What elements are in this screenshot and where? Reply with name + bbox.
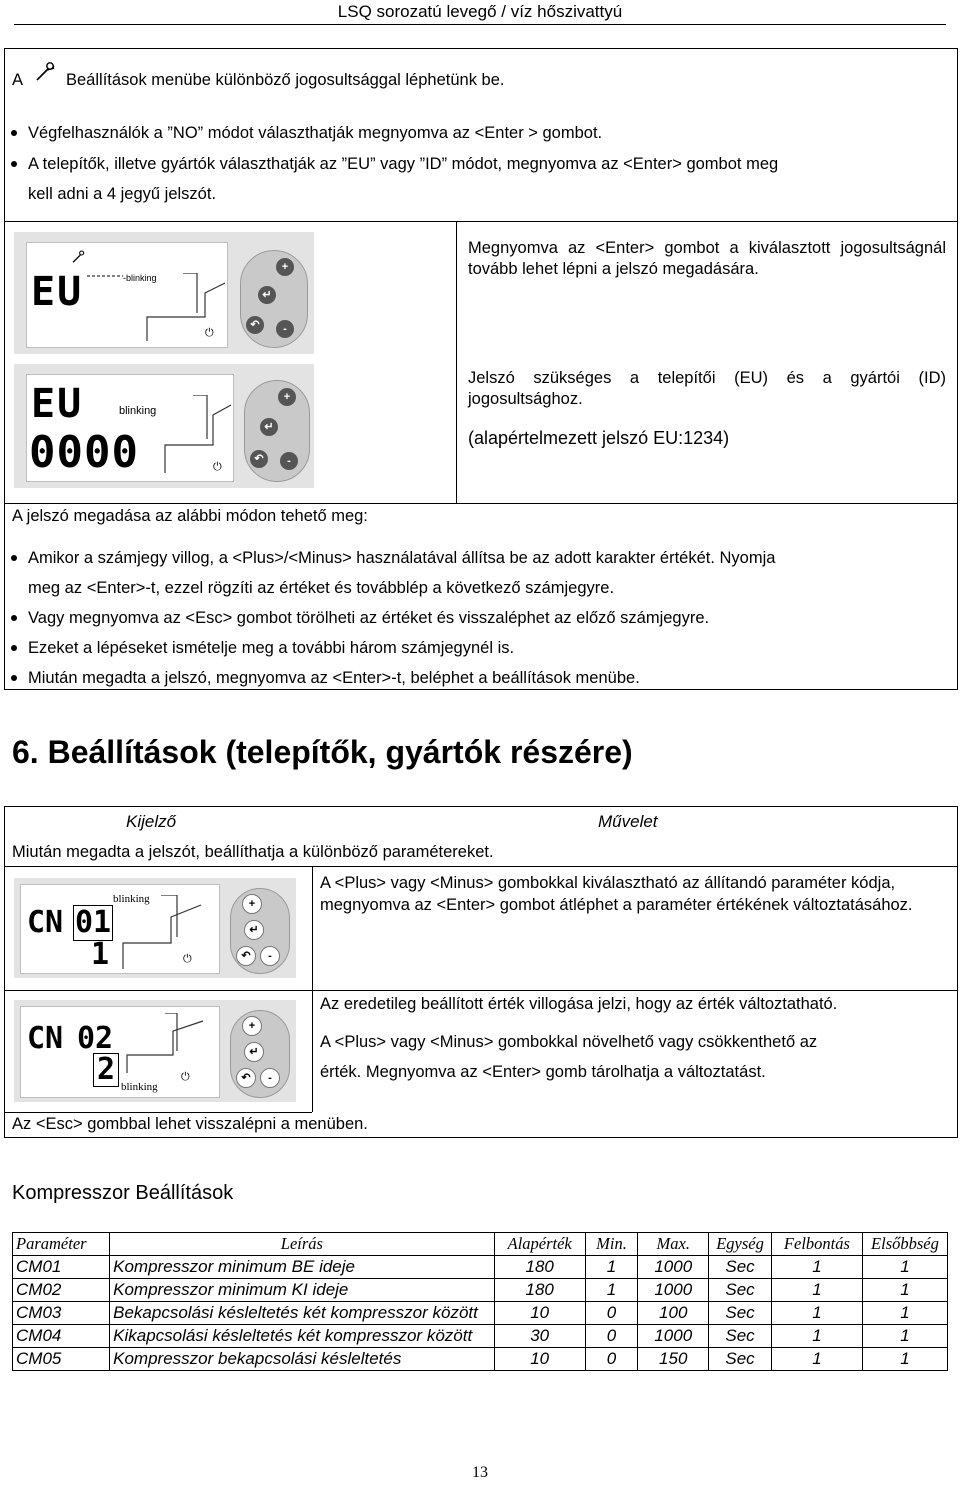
table-row: [13, 1302, 948, 1325]
esc-note: Az <Esc> gombbal lehet visszalépni a menüben.: [12, 1115, 368, 1133]
cell-default: 10: [494, 1348, 585, 1371]
lcd-code: CN: [27, 905, 64, 940]
cell-description: Kikapcsolási késleltetés két kompresszor között: [110, 1325, 495, 1348]
note-enter: Megnyomva az <Enter> gombot a kiválasztott jogosultságnál tovább lehet lépni a jelszó megadására.: [468, 239, 946, 278]
desc-select-param: A <Plus> vagy <Minus> gombokkal kiválasztható az állítandó paraméter kódja, megnyomva az <Enter> gombot átléphet a paraméter értékének változtatásához.: [320, 874, 913, 914]
enter-button[interactable]: ↵: [260, 418, 278, 436]
settings-hrule-1: [4, 866, 958, 867]
how-bullet-2: Vagy megnyomva az <Esc> gombot törölheti az értéket és visszaléphet az előző számjegyre.: [28, 609, 710, 627]
cell-resolution: 1: [771, 1279, 862, 1302]
plus-button[interactable]: +: [278, 388, 296, 406]
cell-min: 1: [585, 1279, 638, 1302]
esc-button[interactable]: ↶: [246, 316, 264, 334]
wrench-icon: [71, 249, 87, 270]
how-bullet-3: Ezeket a lépéseket ismételje meg a további három számjegynél is.: [28, 639, 515, 657]
table-row: [13, 1256, 948, 1279]
page-header: LSQ sorozatú levegő / víz hőszivattyú: [337, 2, 623, 21]
page-number: 13: [472, 1464, 488, 1481]
plus-button[interactable]: +: [242, 1016, 262, 1036]
table-header-row: [13, 1233, 948, 1256]
lcd-param-number: 01: [75, 905, 112, 940]
cell-description: Kompresszor bekapcsolási késleltetés: [110, 1348, 495, 1371]
chart-line-icon: [125, 1013, 215, 1089]
col-muvelet: Művelet: [598, 812, 658, 831]
minus-button[interactable]: -: [280, 452, 298, 470]
table-row: [13, 1348, 948, 1371]
cell-unit: Sec: [709, 1348, 772, 1371]
minus-button[interactable]: -: [276, 320, 294, 338]
note-default-password: (alapértelmezett jelszó EU:1234): [468, 428, 730, 448]
cell-code: CM03: [13, 1302, 110, 1325]
cell-max: 150: [638, 1348, 709, 1371]
settings-hrule-3: [4, 1112, 312, 1113]
col-kijelzo: Kijelző: [126, 812, 177, 831]
intro-hrule-top: [4, 221, 958, 222]
section-title: 6. Beállítások (telepítők, gyártók részére): [12, 734, 633, 770]
cell-unit: Sec: [709, 1279, 772, 1302]
cell-default: 180: [494, 1279, 585, 1302]
cell-priority: 1: [862, 1302, 947, 1325]
cell-max: 1000: [638, 1325, 709, 1348]
th-unit: Egység: [709, 1233, 772, 1256]
chart-line-icon: [121, 895, 215, 971]
cell-min: 0: [585, 1325, 638, 1348]
cell-priority: 1: [862, 1256, 947, 1279]
how-bullet-4: Miután megadta a jelszó, megnyomva az <Enter>-t, beléphet a beállítások menübe.: [28, 669, 640, 687]
cell-description: Kompresszor minimum KI ideje: [110, 1279, 495, 1302]
intro-lead-a: A: [12, 71, 24, 89]
lcd-value: 1: [91, 937, 110, 972]
controller-display-2: [14, 364, 314, 488]
lcd-screen-4: [20, 1006, 220, 1098]
controller-display-1: [14, 232, 314, 354]
cell-default: 10: [494, 1302, 585, 1325]
cell-max: 1000: [638, 1279, 709, 1302]
how-bullet-1: Amikor a számjegy villog, a <Plus>/<Minus> használatával állítsa be az adott karakter értékét. Nyomja: [28, 549, 776, 567]
cell-max: 100: [638, 1302, 709, 1325]
cell-unit: Sec: [709, 1325, 772, 1348]
how-title: A jelszó megadása az alábbi módon tehető meg:: [12, 507, 368, 525]
cell-code: CM04: [13, 1325, 110, 1348]
th-priority: Elsőbbség: [862, 1233, 947, 1256]
lcd-code: EU: [31, 381, 84, 427]
plus-button[interactable]: +: [276, 258, 294, 276]
cell-min: 0: [585, 1348, 638, 1371]
compressor-table: [12, 1232, 948, 1371]
compressor-title: Kompresszor Beállítások: [12, 1182, 234, 1204]
cell-default: 180: [494, 1256, 585, 1279]
plus-button[interactable]: +: [242, 894, 262, 914]
lcd-digits: 0000: [29, 427, 139, 478]
lcd-code: CN: [27, 1021, 64, 1056]
cell-resolution: 1: [771, 1256, 862, 1279]
minus-button[interactable]: -: [260, 946, 280, 966]
th-default: Alapérték: [494, 1233, 585, 1256]
cell-max: 1000: [638, 1256, 709, 1279]
cell-resolution: 1: [771, 1302, 862, 1325]
cell-resolution: 1: [771, 1348, 862, 1371]
esc-button[interactable]: ↶: [236, 946, 256, 966]
esc-button[interactable]: ↶: [250, 450, 268, 468]
lcd-code: EU: [31, 269, 84, 315]
enter-button[interactable]: ↵: [258, 286, 276, 304]
desc-adjust: A <Plus> vagy <Minus> gombokkal növelhető vagy csökkenthető az: [320, 1033, 818, 1051]
cell-description: Kompresszor minimum BE ideje: [110, 1256, 495, 1279]
after-password: Miután megadta a jelszót, beállíthatja a különböző paramétereket.: [12, 843, 494, 861]
table-row: [13, 1279, 948, 1302]
cell-priority: 1: [862, 1348, 947, 1371]
power-icon: ⏻: [181, 1071, 190, 1083]
minus-button[interactable]: -: [260, 1068, 280, 1088]
blinking-label: blinking: [121, 1081, 158, 1093]
chart-line-icon: [163, 395, 233, 475]
blinking-label: -blinking: [123, 273, 157, 283]
th-description: Leírás: [110, 1233, 495, 1256]
lcd-screen-2: [26, 374, 234, 482]
lcd-value: 2: [93, 1053, 119, 1087]
note-password: Jelszó szükséges a telepítői (EU) és a gyártói (ID) jogosultsághoz.: [468, 369, 946, 408]
controller-display-4: [14, 1000, 296, 1102]
blinking-label: blinking: [119, 405, 157, 417]
cell-priority: 1: [862, 1279, 947, 1302]
cell-priority: 1: [862, 1325, 947, 1348]
lcd-screen-1: [26, 242, 228, 348]
esc-button[interactable]: ↶: [236, 1068, 256, 1088]
cell-code: CM05: [13, 1348, 110, 1371]
desc-blinking: Az eredetileg beállított érték villogása jelzi, hogy az érték változtatható.: [320, 995, 838, 1013]
power-icon: ⏻: [205, 327, 214, 339]
cell-unit: Sec: [709, 1256, 772, 1279]
intro-lead: Beállítások menübe különböző jogosultsággal léphetünk be.: [66, 71, 505, 89]
power-icon: ⏻: [213, 461, 222, 473]
intro-hrule: [4, 503, 958, 504]
intro-bullet-2b: kell adni a 4 jegyű jelszót.: [28, 185, 217, 203]
header-divider: [14, 24, 946, 25]
wrench-icon: [34, 60, 58, 89]
cell-resolution: 1: [771, 1325, 862, 1348]
th-parameter: Paraméter: [13, 1233, 110, 1256]
cell-code: CM01: [13, 1256, 110, 1279]
th-max: Max.: [638, 1233, 709, 1256]
desc-adjust-b: érték. Megnyomva az <Enter> gomb tárolhatja a változtatást.: [320, 1063, 766, 1081]
cell-min: 1: [585, 1256, 638, 1279]
cell-unit: Sec: [709, 1302, 772, 1325]
settings-hrule-2: [4, 990, 958, 991]
controller-display-3: [14, 878, 296, 978]
cell-min: 0: [585, 1302, 638, 1325]
settings-vrule: [312, 866, 313, 1112]
enter-button[interactable]: ↵: [244, 920, 264, 940]
lcd-screen-3: [20, 884, 220, 974]
cell-code: CM02: [13, 1279, 110, 1302]
intro-bullet-2: A telepítők, illetve gyártók választhatják az ”EU” vagy ”ID” módot, megnyomva az <Enter> gombot meg: [28, 155, 779, 173]
blinking-label: blinking: [113, 893, 150, 905]
table-row: [13, 1325, 948, 1348]
how-bullet-1b: meg az <Enter>-t, ezzel rögzíti az értéket és továbblép a következő számjegyre.: [28, 579, 615, 597]
cell-default: 30: [494, 1325, 585, 1348]
power-icon: ⏻: [183, 953, 192, 965]
th-min: Min.: [585, 1233, 638, 1256]
th-resolution: Felbontás: [771, 1233, 862, 1256]
cell-description: Bekapcsolási késleltetés két kompresszor között: [110, 1302, 495, 1325]
intro-bullet-1: Végfelhasználók a ”NO” módot választhatják megnyomva az <Enter > gombot.: [28, 124, 603, 142]
enter-button[interactable]: ↵: [244, 1042, 264, 1062]
lcd-param-number: 02: [77, 1021, 114, 1056]
